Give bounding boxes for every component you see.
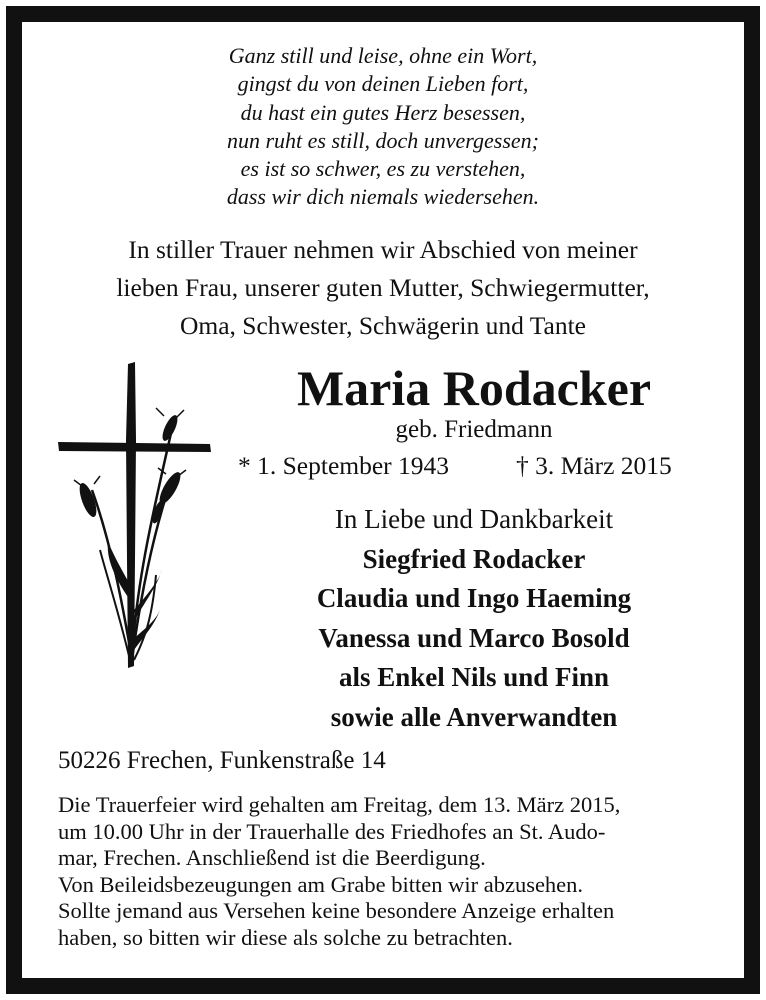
intro-line: In stiller Trauer nehmen wir Abschied von meiner bbox=[128, 235, 638, 264]
family-address: 50226 Frechen, Funkenstraße 14 bbox=[58, 747, 386, 774]
mourner-name: sowie alle Anverwandten bbox=[330, 701, 618, 732]
poem-line: es ist so schwer, es zu verstehen, bbox=[240, 156, 526, 182]
poem-line: Ganz still und leise, ohne ein Wort, bbox=[228, 43, 538, 68]
intro-line: Oma, Schwester, Schwägerin und Tante bbox=[179, 311, 587, 340]
notice-line: mar, Frechen. Anschließend ist die Beerdigung. bbox=[58, 845, 486, 870]
poem-line: nun ruht es still, doch unvergessen; bbox=[226, 127, 540, 153]
funeral-notice bbox=[58, 792, 718, 951]
notice-line: Die Trauerfeier wird gehalten am Freitag, dem 13. März 2015, bbox=[58, 792, 621, 817]
cross-with-wheat-icon bbox=[52, 360, 217, 680]
intro-line: lieben Frau, unserer guten Mutter, Schwiegermutter, bbox=[116, 273, 650, 302]
poem-line: gingst du von deinen Lieben fort, bbox=[237, 71, 529, 97]
mourner-name: Claudia und Ingo Haeming bbox=[316, 583, 632, 613]
life-dates bbox=[230, 448, 710, 484]
poem-line: dass wir dich niemals wiedersehen. bbox=[226, 184, 540, 210]
notice-line: Von Beileidsbezeugungen am Grabe bitten wir abzusehen. bbox=[58, 871, 584, 897]
maiden-name: geb. Friedmann bbox=[395, 416, 553, 443]
mourner-name: als Enkel Nils und Finn bbox=[338, 662, 610, 692]
notice-line: um 10.00 Uhr in der Trauerhalle des Friedhofes an St. Audo- bbox=[58, 818, 606, 844]
notice-line: haben, so bitten wir diese als solche zu betrachten. bbox=[58, 924, 513, 950]
mourners-list bbox=[200, 500, 748, 737]
deceased-name: Maria Rodacker bbox=[296, 360, 652, 416]
mourners-heading: In Liebe und Dankbarkeit bbox=[334, 504, 614, 534]
farewell-intro bbox=[22, 231, 744, 345]
notice-line: Sollte jemand aus Versehen keine besondere Anzeige erhalten bbox=[58, 898, 615, 923]
mourner-name: Siegfried Rodacker bbox=[362, 543, 586, 574]
death-date: † 3. März 2015 bbox=[516, 451, 672, 480]
poem-line: du hast ein gutes Herz besessen, bbox=[240, 99, 526, 125]
birth-date: * 1. September 1943 bbox=[238, 451, 450, 480]
memorial-poem bbox=[22, 42, 744, 212]
mourner-name: Vanessa und Marco Bosold bbox=[318, 622, 630, 653]
